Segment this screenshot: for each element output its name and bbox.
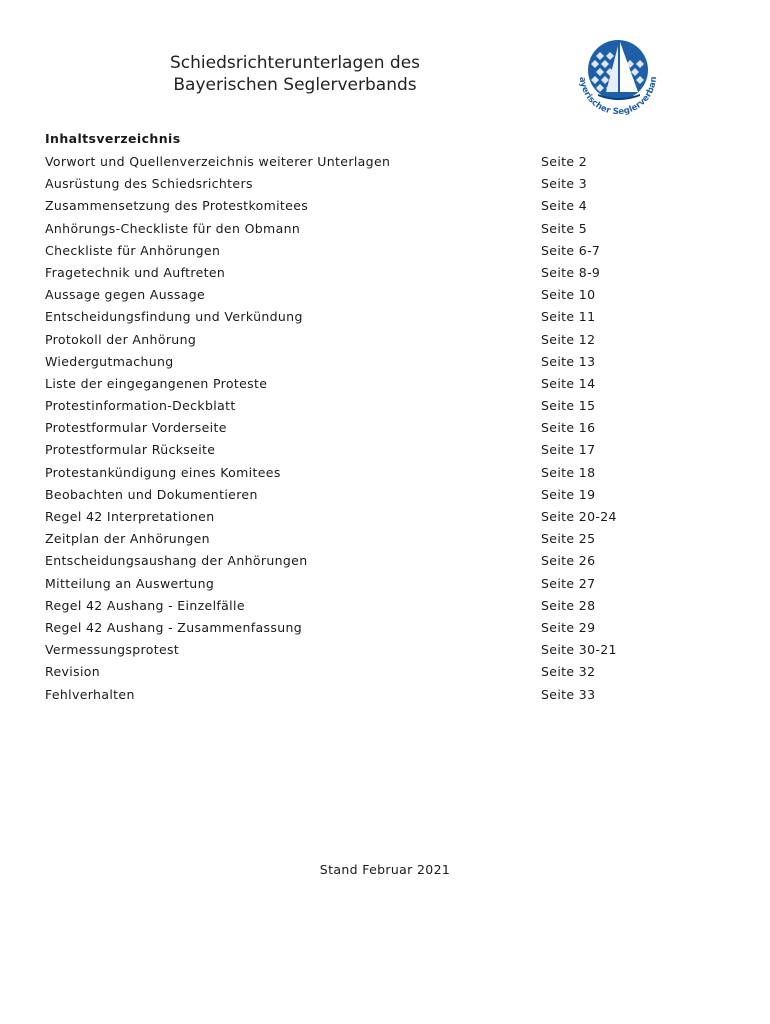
toc-entry-title: Vermessungsprotest xyxy=(45,642,180,658)
toc-entry xyxy=(45,573,645,595)
toc-entry-page: Seite 16 xyxy=(541,420,596,436)
toc-entry xyxy=(45,151,645,173)
toc-entry-page: Seite 27 xyxy=(541,575,596,591)
toc-entry-title: Protestankündigung eines Komitees xyxy=(45,464,281,480)
toc-entry-page: Seite 6-7 xyxy=(541,242,601,258)
toc-entry xyxy=(45,617,645,639)
toc-entry-page: Seite 14 xyxy=(541,375,596,391)
toc-entry-title: Ausrüstung des Schiedsrichters xyxy=(45,176,253,192)
toc-entry xyxy=(45,351,645,373)
bsv-logo xyxy=(570,30,666,126)
toc-entry-title: Revision xyxy=(45,664,101,680)
toc-entry-page: Seite 13 xyxy=(541,353,596,369)
toc-entry-page: Seite 17 xyxy=(541,442,596,458)
toc-entry-title: Anhörungs-Checkliste für den Obmann xyxy=(45,220,301,236)
toc-entry-page: Seite 12 xyxy=(541,331,596,347)
toc-entry-page: Seite 10 xyxy=(541,287,596,303)
toc-entry-title: Regel 42 Interpretationen xyxy=(45,509,215,524)
toc-entry-page: Seite 4 xyxy=(541,198,588,214)
toc-entry xyxy=(45,306,645,328)
toc-entry xyxy=(45,395,645,417)
table-of-contents xyxy=(45,151,645,706)
toc-entry-page: Seite 33 xyxy=(541,686,596,702)
toc-entry-page: Seite 5 xyxy=(541,220,588,236)
bsv-logo-graphic xyxy=(570,30,666,126)
toc-entry-page: Seite 25 xyxy=(541,531,596,547)
toc-entry-page: Seite 15 xyxy=(541,398,596,414)
toc-entry-title: Regel 42 Aushang - Einzelfälle xyxy=(45,597,245,613)
toc-entry-title: Checkliste für Anhörungen xyxy=(45,242,221,258)
toc-entry xyxy=(45,262,645,284)
toc-entry-page: Seite 30-21 xyxy=(541,642,617,658)
toc-entry xyxy=(45,484,645,506)
toc-entry xyxy=(45,329,645,351)
document-title xyxy=(130,52,460,96)
toc-entry xyxy=(45,218,645,240)
toc-entry-title: Entscheidungsfindung und Verkündung xyxy=(45,309,303,325)
toc-entry xyxy=(45,195,645,217)
toc-heading: Inhaltsverzeichnis xyxy=(45,131,181,146)
toc-entry-title: Entscheidungsaushang der Anhörungen xyxy=(45,553,308,569)
toc-entry-title: Fehlverhalten xyxy=(45,686,135,702)
toc-entry xyxy=(45,661,645,683)
toc-entry-title: Fragetechnik und Auftreten xyxy=(45,264,226,280)
title-line-2: Bayerischen Seglerverbands xyxy=(173,75,417,95)
toc-entry xyxy=(45,462,645,484)
title-line-1: Schiedsrichterunterlagen des xyxy=(169,53,421,73)
toc-entry xyxy=(45,639,645,661)
toc-entry xyxy=(45,417,645,439)
toc-entry xyxy=(45,240,645,262)
toc-entry xyxy=(45,684,645,706)
toc-entry-page: Seite 20-24 xyxy=(541,509,617,524)
toc-entry xyxy=(45,550,645,572)
toc-entry xyxy=(45,439,645,461)
toc-entry xyxy=(45,173,645,195)
toc-entry-title: Zeitplan der Anhörungen xyxy=(45,531,210,547)
toc-entry-page: Seite 18 xyxy=(541,464,596,480)
logo-text: ayerischer Seglerverban xyxy=(576,76,660,118)
toc-entry xyxy=(45,528,645,550)
toc-entry-title: Aussage gegen Aussage xyxy=(45,287,206,303)
toc-entry-title: Beobachten und Dokumentieren xyxy=(45,486,258,502)
toc-entry-page: Seite 19 xyxy=(541,486,596,502)
toc-entry-title: Mitteilung an Auswertung xyxy=(45,575,215,591)
toc-entry-title: Regel 42 Aushang - Zusammenfassung xyxy=(45,619,303,635)
stand-date: Stand Februar 2021 xyxy=(319,862,451,877)
toc-entry-title: Protestformular Rückseite xyxy=(45,442,216,458)
toc-entry-title: Protestinformation-Deckblatt xyxy=(45,398,236,414)
toc-entry-page: Seite 8-9 xyxy=(541,264,601,280)
toc-entry-page: Seite 3 xyxy=(541,176,588,192)
toc-entry-title: Liste der eingegangenen Proteste xyxy=(45,375,268,391)
toc-entry-title: Protestformular Vorderseite xyxy=(45,420,227,436)
toc-entry-page: Seite 28 xyxy=(541,597,596,613)
toc-entry-page: Seite 29 xyxy=(541,619,596,635)
toc-entry-title: Zusammensetzung des Protestkomitees xyxy=(45,198,309,214)
toc-entry-page: Seite 32 xyxy=(541,664,596,680)
toc-entry xyxy=(45,373,645,395)
toc-entry-page: Seite 2 xyxy=(541,154,588,169)
toc-entry-title: Wiedergutmachung xyxy=(45,353,174,369)
toc-entry-page: Seite 26 xyxy=(541,553,596,569)
toc-entry xyxy=(45,595,645,617)
toc-entry-page: Seite 11 xyxy=(541,309,596,325)
toc-entry-title: Vorwort und Quellenverzeichnis weiterer Unterlagen xyxy=(45,154,391,169)
toc-entry-title: Protokoll der Anhörung xyxy=(45,331,197,347)
toc-entry xyxy=(45,506,645,528)
toc-entry xyxy=(45,284,645,306)
